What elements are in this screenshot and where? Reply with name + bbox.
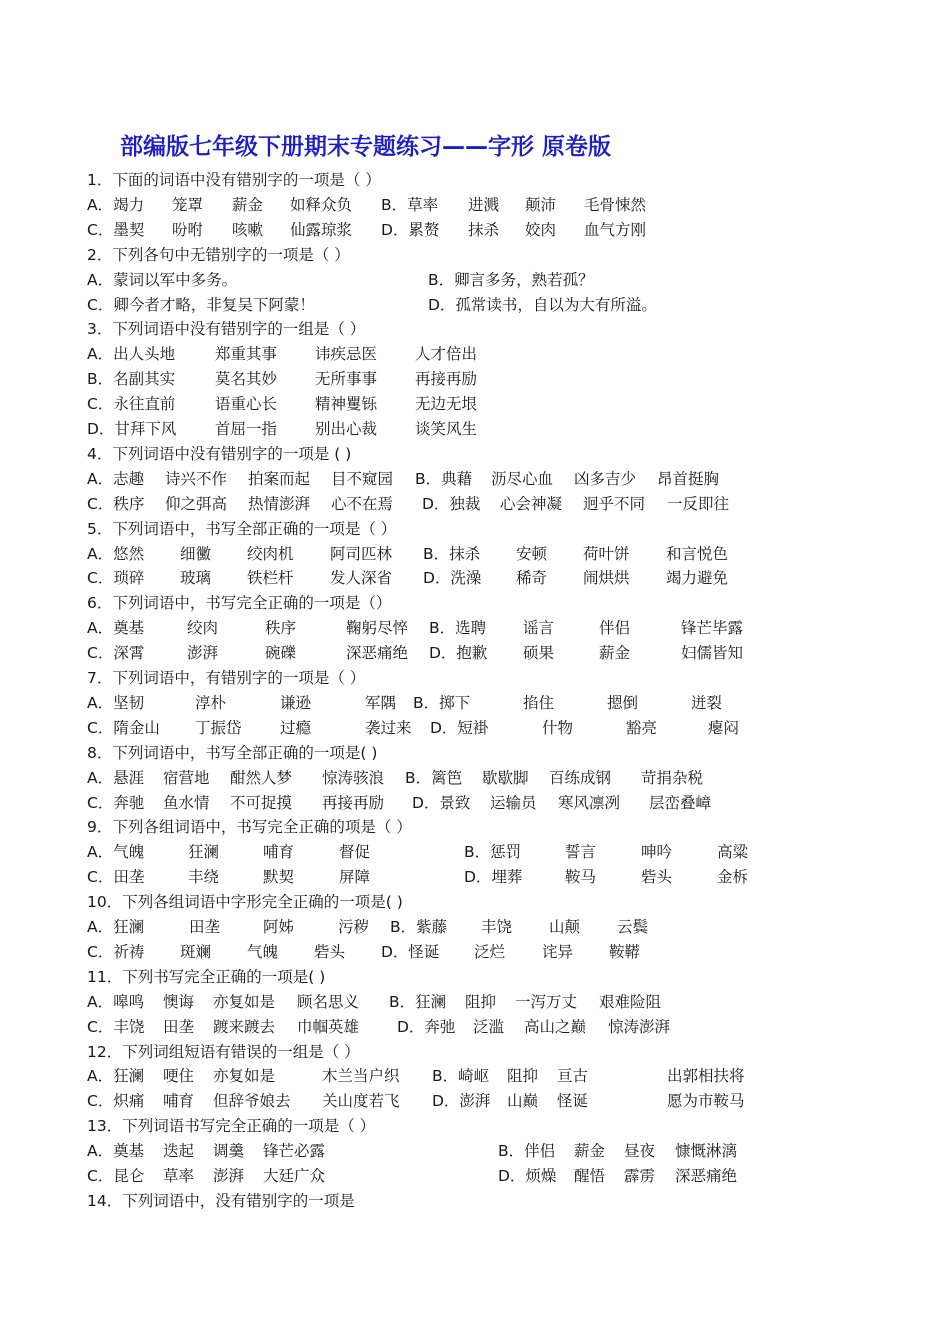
option-item: 宿营地 (163, 768, 210, 787)
option-item: 但辞爷娘去 (213, 1092, 291, 1111)
option-item: B．崎岖 (432, 1067, 490, 1086)
option-item: 誓言 (565, 843, 597, 862)
option-item: D．抱歉 (429, 644, 488, 663)
question-stem: 2．下列各句中无错别字的一项是（ ） (87, 245, 350, 264)
option-item: 不可捉摸 (230, 793, 293, 812)
option-item: 阻抑 (465, 992, 497, 1011)
option-item: 安顿 (516, 544, 548, 563)
option-item: 踱来踱去 (213, 1017, 276, 1036)
option-item: B．狂澜 (389, 992, 447, 1011)
option-item: A．坚韧 (87, 693, 145, 712)
option-item: 呻吟 (641, 843, 673, 862)
option-item: C．琐碎 (87, 569, 145, 588)
option-item: 硕果 (523, 644, 555, 663)
option-item: C．丰饶 (87, 1017, 145, 1036)
option-item: 鞍马 (565, 868, 597, 887)
option-item: 酣然人梦 (230, 768, 293, 787)
option-item: D．烦燥 (498, 1167, 557, 1185)
option-item: 丰绕 (188, 868, 220, 887)
option-item: 出郭相扶将 (667, 1067, 745, 1086)
option-item: B．抹杀 (423, 544, 481, 563)
option-item: 惊涛骇浪 (322, 768, 385, 787)
option-item: 薪金 (232, 195, 264, 214)
option-item: A．蒙词以军中多务。 (87, 270, 238, 289)
option-item: 调羹 (213, 1142, 245, 1161)
option-item: 沥尽心血 (491, 469, 554, 488)
option-item: 泛滥 (473, 1017, 505, 1036)
option-item: B．选聘 (429, 619, 487, 638)
question-stem: 14．下列词语中，没有错别字的一项是 (87, 1191, 355, 1210)
option-item: C．奔驰 (87, 793, 145, 812)
option-item: A．竭力 (87, 195, 145, 214)
option-item: 莫名其妙 (215, 370, 278, 389)
option-item: D．独裁 (422, 494, 481, 513)
option-item: 亘古 (557, 1067, 589, 1086)
option-item: 郑重其事 (215, 345, 278, 364)
option-item: 气魄 (247, 942, 279, 961)
option-item: D．怪诞 (381, 942, 440, 961)
option-item: 愿为市鞍马 (667, 1092, 745, 1111)
option-item: 绞肉机 (247, 544, 294, 563)
option-item: 姣肉 (525, 220, 557, 239)
option-item: D．洗澡 (423, 569, 482, 588)
option-item: 薪金 (574, 1142, 606, 1161)
option-item: 关山度若飞 (322, 1092, 400, 1111)
option-item: 金柝 (717, 868, 749, 887)
option-item: 狂澜 (188, 843, 220, 862)
option-item: 艰难险阻 (599, 992, 662, 1011)
option-item: 顾名思义 (297, 992, 360, 1011)
option-item: 仰之弭高 (165, 494, 228, 513)
option-item: 霹雳 (624, 1167, 656, 1185)
option-item: 竭力避免 (666, 569, 729, 588)
option-item: 摁倒 (607, 693, 639, 712)
option-item: 咳嗽 (232, 220, 264, 239)
option-item: 凶多吉少 (574, 469, 637, 488)
option-item: 鱼水情 (163, 793, 210, 812)
option-item: 无边无垠 (415, 395, 478, 414)
option-item: 迭起 (163, 1142, 195, 1161)
option-item: 高粱 (717, 843, 749, 862)
option-item: 巾帼英雄 (297, 1017, 360, 1036)
option-item: 锋芒必露 (263, 1142, 326, 1161)
option-item: C．深霄 (87, 644, 145, 663)
option-item: 谣言 (523, 619, 555, 638)
question-stem: 11．下列书写完全正确的一项是( ) (87, 967, 326, 986)
option-item: D．孤常读书，自以为大有所溢。 (428, 295, 657, 314)
option-item: 淳朴 (195, 693, 227, 712)
option-item: 哺育 (263, 843, 295, 862)
option-item: 惊涛澎湃 (608, 1017, 671, 1036)
option-item: 层峦叠嶂 (649, 793, 712, 812)
option-item: 无所事事 (315, 370, 378, 389)
option-item: A．悠然 (87, 544, 145, 563)
option-item: 绞肉 (187, 619, 219, 638)
option-item: 荷叶饼 (583, 544, 630, 563)
option-item: 再接再励 (322, 793, 385, 812)
option-item: D．埋葬 (464, 868, 523, 887)
question-stem: 3．下列词语中没有错别字的一组是（ ） (87, 320, 366, 339)
option-item: 砦头 (641, 868, 673, 887)
option-item: 田垄 (163, 1017, 195, 1036)
option-item: B．篱笆 (405, 768, 463, 787)
option-item: 和言悦色 (666, 544, 729, 563)
question-stem: 5．下列词语中，书写全部正确的一项是（ ） (87, 519, 397, 538)
question-stem: 13．下列词语书写完全正确的一项是（ ） (87, 1117, 376, 1136)
option-item: 哺育 (163, 1092, 195, 1111)
option-item: 再接再励 (415, 370, 478, 389)
option-item: 铁栏杆 (247, 569, 294, 588)
option-item: A．狂澜 (87, 918, 145, 936)
question-stem: 6．下列词语中，书写完全正确的一项是（） (87, 594, 392, 613)
option-item: C．昆仑 (87, 1167, 145, 1185)
option-item: 一泻万丈 (515, 992, 578, 1011)
option-item: 碗礫 (265, 644, 297, 663)
option-item: C．墨契 (87, 220, 145, 239)
option-item: 歇歇脚 (482, 768, 529, 787)
option-item: 诗兴不作 (165, 469, 228, 488)
option-item: 心会神凝 (500, 494, 563, 513)
question-stem: 12．下列词组短语有错误的一组是（ ） (87, 1042, 360, 1061)
option-item: C．田垄 (87, 868, 145, 887)
option-item: 拍案而起 (248, 469, 311, 488)
question-stem: 10．下列各组词语中字形完全正确的一项是( ) (87, 893, 403, 912)
question-stem: 9．下列各组词语中，书写完全正确的项是（ ） (87, 818, 412, 837)
option-item: C．隋金山 (87, 718, 160, 737)
option-item: 深恶痛绝 (346, 644, 409, 663)
option-item: 亦复如是 (213, 1067, 276, 1086)
option-item: 精神矍铄 (315, 395, 378, 414)
option-item: 薪金 (599, 644, 631, 663)
option-item: 发人深省 (330, 569, 393, 588)
option-item: 闹烘烘 (583, 569, 630, 588)
option-item: 袭过来 (365, 718, 412, 737)
option-item: 鞍鞯 (609, 942, 641, 961)
option-item: 慷慨淋漓 (675, 1142, 738, 1161)
option-item: 抹杀 (468, 220, 500, 239)
option-item: 懊诲 (163, 992, 195, 1011)
option-item: D．景致 (412, 793, 471, 812)
option-item: 阿司匹林 (330, 544, 393, 563)
option-item: 热情澎湃 (248, 494, 311, 513)
option-item: 目不窥园 (331, 469, 394, 488)
option-item: 细黴 (180, 544, 212, 563)
option-item: 首屈一指 (215, 420, 278, 438)
option-item: 伴侣 (599, 619, 631, 638)
option-item: 语重心长 (215, 395, 278, 414)
option-item: B．惩罚 (464, 843, 522, 862)
option-item: 进溅 (468, 195, 500, 214)
option-item: 锋芒毕露 (681, 619, 744, 638)
option-item: D．奔弛 (397, 1017, 456, 1036)
option-item: B．掷下 (413, 693, 471, 712)
option-item: A．气魄 (87, 843, 145, 862)
option-item: 阻抑 (507, 1067, 539, 1086)
question-stem: 4．下列词语中没有错别字的一项是 ( ) (87, 444, 352, 463)
option-item: 讳疾忌医 (315, 345, 378, 364)
option-item: 豁亮 (626, 718, 658, 737)
option-item: 心不在焉 (331, 494, 394, 513)
option-item: 澎湃 (187, 644, 219, 663)
option-item: C．炽痛 (87, 1092, 145, 1111)
option-item: A．狂澜 (87, 1067, 145, 1086)
option-item: A．悬涯 (87, 768, 145, 787)
option-item: 玻璃 (180, 569, 212, 588)
option-item: D．甘拜下风 (87, 420, 177, 438)
option-item: 屏障 (339, 868, 371, 887)
option-item: A．奠基 (87, 1142, 145, 1161)
option-item: 醒悟 (574, 1167, 606, 1185)
option-item: 鞠躬尽悴 (346, 619, 409, 638)
option-item: 人才倍出 (415, 345, 478, 364)
option-item: 督促 (339, 843, 371, 862)
option-item: 过瘾 (280, 718, 312, 737)
option-item: D．累赘 (381, 220, 440, 239)
option-item: 血气方刚 (584, 220, 647, 239)
option-item: B．草率 (381, 195, 439, 214)
option-item: B．名副其实 (87, 370, 176, 389)
option-item: 寒风凛冽 (558, 793, 621, 812)
option-item: 木兰当户织 (322, 1067, 400, 1086)
option-item: 如释众负 (290, 195, 353, 214)
question-stem: 1．下面的词语中没有错别字的一项是（ ） (87, 171, 381, 189)
option-item: 谈笑风生 (415, 420, 478, 438)
option-item: 秩序 (265, 619, 297, 638)
option-item: 草率 (163, 1167, 195, 1185)
option-item: 丁振岱 (195, 718, 242, 737)
option-item: 苛捐杂税 (641, 768, 704, 787)
option-item: 诧异 (542, 942, 574, 961)
option-item: B．卿言多务，熟若孤？ (428, 270, 594, 289)
question-stem: 7．下列词语中，有错别字的一项是（ ） (87, 669, 366, 687)
option-item: 妇儒皆知 (681, 644, 744, 663)
option-item: 哽住 (163, 1067, 195, 1086)
option-item: 迸裂 (691, 693, 723, 712)
option-item: 斑斓 (180, 942, 212, 961)
page-title: 部编版七年级下册期末专题练习——字形 原卷版 (120, 134, 612, 160)
option-item: 军隅 (365, 693, 397, 712)
option-item: A．志趣 (87, 469, 145, 488)
option-item: 默契 (263, 868, 295, 887)
option-item: B．紫藤 (390, 918, 448, 936)
option-item: 稀奇 (516, 569, 548, 588)
option-item: 昼夜 (624, 1142, 656, 1161)
option-item: 什物 (542, 718, 574, 737)
option-item: 怪诞 (557, 1092, 589, 1111)
option-item: 山巅 (507, 1092, 539, 1111)
option-item: 高山之巅 (524, 1017, 587, 1036)
option-item: 云鬓 (617, 918, 649, 936)
option-item: A．嗥鸣 (87, 992, 145, 1011)
option-item: 迥乎不同 (583, 494, 646, 513)
option-item: B．伴侣 (498, 1142, 556, 1161)
option-item: C．秩序 (87, 494, 145, 513)
option-item: 掐住 (523, 693, 555, 712)
option-item: 仙露琼浆 (290, 220, 353, 239)
option-item: 谦逊 (280, 693, 312, 712)
option-item: 昂首挺胸 (657, 469, 720, 488)
option-item: 颠沛 (525, 195, 557, 214)
option-item: A．出人头地 (87, 345, 176, 364)
option-item: D．澎湃 (432, 1092, 491, 1111)
option-item: 大廷广众 (263, 1167, 326, 1185)
option-item: 一反即往 (667, 494, 730, 513)
option-item: C．卿今者才略，非复吴下阿蒙！ (87, 295, 315, 314)
option-item: 山颠 (549, 918, 581, 936)
option-item: 深恶痛绝 (675, 1167, 738, 1185)
option-item: A．奠基 (87, 619, 145, 638)
option-item: 毛骨悚然 (584, 195, 647, 214)
option-item: D．短褂 (430, 718, 489, 737)
option-item: 阿姊 (263, 918, 295, 936)
option-item: 丰饶 (481, 918, 513, 936)
option-item: C．永往直前 (87, 395, 176, 414)
option-item: 笼罩 (172, 195, 204, 214)
option-item: 亦复如是 (213, 992, 276, 1011)
option-item: 污秽 (338, 918, 370, 936)
option-item: C．祈祷 (87, 942, 145, 961)
option-item: 田垄 (189, 918, 221, 936)
option-item: 百练成钢 (549, 768, 612, 787)
option-item: 泛烂 (474, 942, 506, 961)
option-item: 瘪闷 (708, 718, 740, 737)
option-item: 运输员 (490, 793, 537, 812)
option-item: 吩咐 (172, 220, 204, 239)
option-item: B．典藉 (415, 469, 473, 488)
option-item: 澎湃 (213, 1167, 245, 1185)
option-item: 别出心裁 (315, 420, 378, 438)
question-stem: 8．下列词语中，书写全部正确的一项是( ) (87, 743, 378, 762)
option-item: 砦头 (314, 942, 346, 961)
